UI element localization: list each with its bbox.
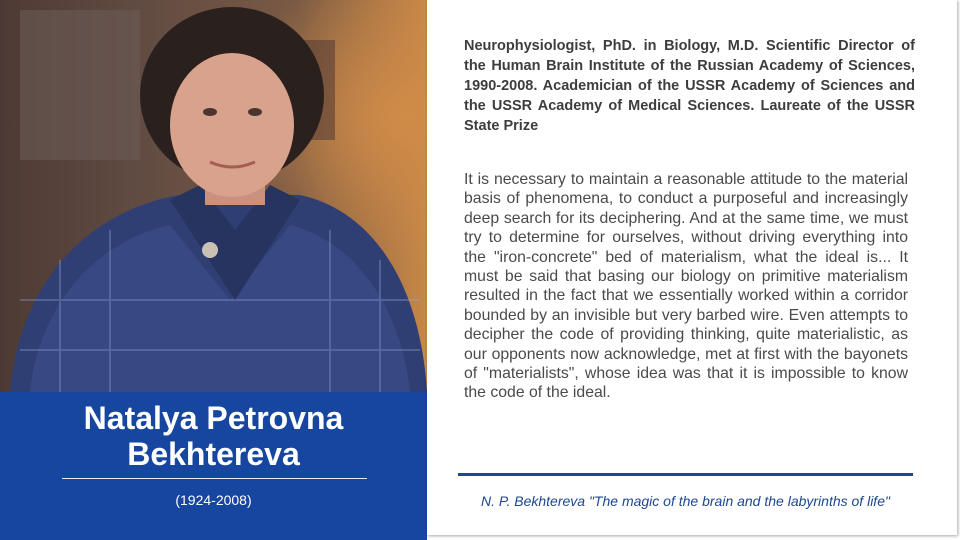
person-name: Natalya Petrovna Bekhtereva — [83, 400, 344, 472]
content-card — [427, 0, 957, 535]
portrait-panel — [0, 0, 427, 540]
portrait-photo — [0, 0, 427, 392]
name-panel — [0, 392, 427, 540]
citation-divider — [458, 473, 913, 476]
life-years: (1924-2008) — [175, 492, 252, 508]
name-divider — [62, 478, 367, 479]
quote-citation: N. P. Bekhtereva "The magic of the brain and the labyrinths of life" — [481, 493, 890, 509]
quote-text: It is necessary to maintain a reasonable attitude to the material basis of phenomena, to conduct a purposeful and increasingly deep search for its deciphering. And at the same time, we must try to determine for ourselves, without driving everything into the "iron-concrete" bed of materialism, what the ideal is... It must be said that basing our biology on primitive materialism resulted in the fact that we essentially worked within a corridor bounded by an invisible but very barbed wire. Even attempts to decipher the code of providing thinking, quite materialistic, as our opponents now acknowledge, met at first with the bayonets of "materialists", whose idea was that it is impossible to know the code of the ideal. — [464, 171, 908, 402]
biography-text: Neurophysiologist, PhD. in Biology, M.D. Scientific Director of the Human Brain Institute of the Russian Academy of Sciences, 1990-2008. Academician of the USSR Academy of Sciences and the USSR Academy of Medical Sciences. Laureate of the USSR State Prize — [464, 38, 915, 134]
portrait-illustration — [0, 0, 427, 392]
